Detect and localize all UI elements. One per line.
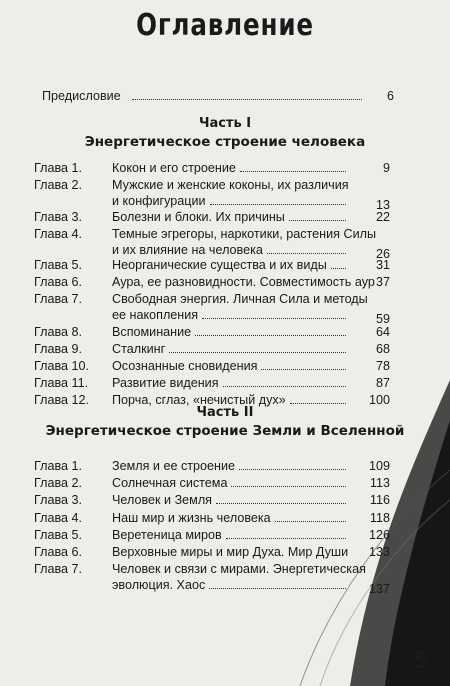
chapter-page: 22 bbox=[375, 210, 390, 224]
entry-page: 6 bbox=[386, 89, 394, 103]
chapter-title-continuation: и конфигурации bbox=[112, 194, 206, 208]
chapter-page: 31 bbox=[375, 258, 390, 272]
chapter-title-continuation: и их влияние на человека bbox=[112, 243, 263, 257]
part-1-subtitle: Энергетическое строение человека bbox=[84, 134, 366, 150]
entry-title: Предисловие bbox=[42, 89, 121, 103]
chapter-title: Свободная энергия. Личная Сила и методы bbox=[112, 292, 368, 306]
chapter-label: Глава 8. bbox=[34, 325, 83, 339]
leader-dots bbox=[209, 586, 346, 589]
toc-heading: Оглавление bbox=[136, 8, 314, 43]
chapter-page: 133 bbox=[368, 545, 390, 559]
chapter-label: Глава 5. bbox=[34, 528, 83, 542]
chapter-title: Наш мир и жизнь человека bbox=[112, 511, 271, 525]
part-2-label: Часть II bbox=[196, 405, 254, 420]
leader-dots bbox=[290, 401, 346, 404]
chapter-page: 100 bbox=[368, 393, 390, 407]
chapter-label: Глава 5. bbox=[34, 258, 83, 272]
chapter-title: Солнечная система bbox=[112, 476, 228, 490]
chapter-page: 37 bbox=[375, 275, 390, 289]
chapter-title: Болезни и блоки. Их причины bbox=[112, 210, 285, 224]
chapter-label: Глава 2. bbox=[34, 178, 83, 192]
chapter-label: Глава 1. bbox=[34, 459, 83, 473]
chapter-page: 109 bbox=[368, 459, 390, 473]
chapter-title: Человек и связи с мирами. Энергетическая bbox=[112, 562, 366, 576]
chapter-title: Темные эгрегоры, наркотики, растения Силы bbox=[112, 227, 377, 241]
chapter-label: Глава 4. bbox=[34, 511, 83, 525]
chapter-title: Порча, сглаз, «нечистый дух» bbox=[112, 393, 286, 407]
chapter-title: Мужские и женские коконы, их различия bbox=[112, 178, 349, 192]
chapter-label: Глава 7. bbox=[34, 292, 83, 306]
chapter-title: Осознанные сновидения bbox=[112, 359, 258, 373]
chapter-page: 126 bbox=[368, 528, 390, 542]
chapter-label: Глава 12. bbox=[34, 393, 90, 407]
chapter-page: 113 bbox=[369, 476, 390, 490]
leader-dots bbox=[239, 467, 346, 470]
chapter-page: 9 bbox=[382, 161, 390, 175]
leader-dots bbox=[169, 350, 346, 353]
chapter-page: 13 bbox=[375, 198, 390, 212]
chapter-page: 118 bbox=[369, 511, 390, 525]
leader-dots bbox=[202, 316, 346, 319]
chapter-title: Человек и Земля bbox=[112, 493, 213, 507]
chapter-page: 68 bbox=[375, 342, 390, 356]
part-2-subtitle: Энергетическое строение Земли и Вселенной bbox=[45, 423, 405, 439]
chapter-title: Вспоминание bbox=[112, 325, 192, 339]
chapter-title: Верховные миры и мир Духа. Мир Души bbox=[112, 545, 349, 559]
chapter-label: Глава 11. bbox=[34, 376, 89, 390]
leader-dots bbox=[226, 536, 346, 539]
leader-dots bbox=[195, 333, 346, 336]
leader-dots bbox=[216, 501, 346, 504]
leader-dots bbox=[331, 266, 346, 269]
leader-dots bbox=[231, 484, 346, 487]
chapter-title: Земля и ее строение bbox=[112, 459, 236, 473]
chapter-title: Кокон и его строение bbox=[112, 161, 236, 175]
chapter-page: 64 bbox=[375, 325, 390, 339]
chapter-label: Глава 2. bbox=[34, 476, 83, 490]
chapter-label: Глава 3. bbox=[34, 210, 83, 224]
chapter-title-continuation: ее накопления bbox=[112, 308, 199, 322]
chapter-page: 59 bbox=[375, 312, 390, 326]
chapter-label: Глава 1. bbox=[34, 161, 83, 175]
leader-dots bbox=[267, 251, 346, 254]
chapter-page: 78 bbox=[375, 359, 390, 373]
chapter-label: Глава 9. bbox=[34, 342, 83, 356]
chapter-page: 26 bbox=[375, 247, 390, 261]
chapter-page: 87 bbox=[375, 376, 390, 390]
leader-dots bbox=[132, 97, 362, 100]
chapter-page: 137 bbox=[368, 582, 390, 596]
leader-dots bbox=[261, 367, 346, 370]
chapter-title: Сталкинг bbox=[112, 342, 166, 356]
chapter-title: Аура, ее разновидности. Совместимость аур bbox=[112, 275, 375, 289]
leader-dots bbox=[275, 519, 346, 522]
leader-dots bbox=[240, 169, 346, 172]
chapter-title: Развитие видения bbox=[112, 376, 219, 390]
chapter-label: Глава 4. bbox=[34, 227, 83, 241]
chapter-label: Глава 10. bbox=[34, 359, 90, 373]
chapter-title: Неорганические существа и их виды bbox=[112, 258, 327, 272]
chapter-label: Глава 3. bbox=[34, 493, 83, 507]
chapter-title-continuation: эволюция. Хаос bbox=[112, 578, 206, 592]
chapter-title: Веретеница миров bbox=[112, 528, 222, 542]
leader-dots bbox=[210, 202, 346, 205]
leader-dots bbox=[289, 218, 346, 221]
chapter-label: Глава 6. bbox=[34, 545, 83, 559]
part-1-label: Часть I bbox=[198, 116, 252, 131]
chapter-label: Глава 6. bbox=[34, 275, 83, 289]
chapter-page: 116 bbox=[369, 493, 390, 507]
leader-dots bbox=[223, 384, 346, 387]
page-number: 5 bbox=[412, 649, 428, 674]
chapter-label: Глава 7. bbox=[34, 562, 83, 576]
